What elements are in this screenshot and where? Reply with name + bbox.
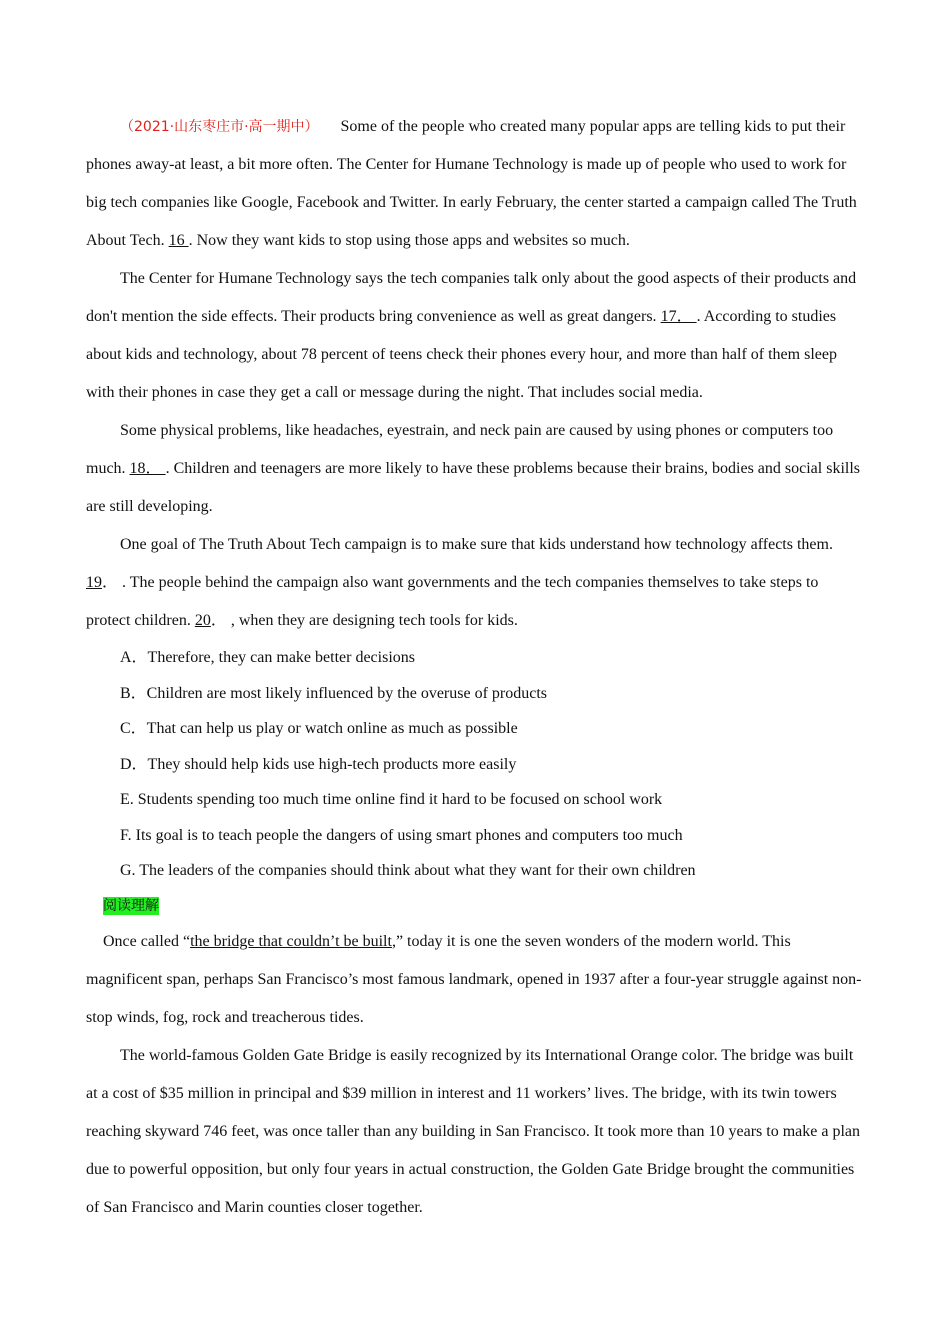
paragraph-text: ,” today it is one the seven wonders of the modern world. This magnificent span, perhaps San Francisco’s most famous landmark, opened in 1937 after a four-year struggle against non-stop winds, fog, rock and treacherous tides. (86, 932, 862, 1026)
passage1-paragraph-1 (86, 108, 866, 260)
underlined-phrase: the bridge that couldn’t be built (190, 932, 392, 950)
blank-20: 20 (194, 612, 211, 629)
option-f: F. Its goal is to teach people the dangers of using smart phones and computers too much (120, 826, 683, 844)
paragraph-text: The Center for Humane Technology says the tech companies talk only about the good aspects of their products and don't mention the side effects. Their products bring convenience as well as great dangers. (86, 270, 857, 325)
option-d: D．They should help kids use high-tech products more easily (120, 755, 517, 773)
paragraph-text: Some physical problems, like headaches, eyestrain, and neck pain are caused by using phones or computers too much. (86, 422, 834, 477)
passage1-paragraph-4 (86, 526, 866, 640)
passage1-paragraph-3 (86, 412, 866, 526)
paragraph-text: . Children and teenagers are more likely to have these problems because their brains, bodies and social skills are still developing. (86, 460, 861, 515)
blank-19: 19 (86, 574, 102, 591)
source-label: （2021·山东枣庄市·高一期中） (120, 119, 319, 135)
option-g: G. The leaders of the companies should think about what they want for their own children (120, 862, 696, 879)
paragraph-text: Once called “ (103, 932, 191, 950)
passage2-paragraph-1 (86, 923, 866, 1037)
blank-18: 18． (129, 460, 166, 477)
passage1-paragraph-2 (86, 260, 866, 412)
option-a: A．Therefore, they can make better decisions (120, 649, 415, 666)
paragraph-text: One goal of The Truth About Tech campaign is to make sure that kids understand how technology affects them. (120, 536, 833, 553)
option-c: C．That can help us play or watch online as much as possible (120, 720, 518, 737)
paragraph-text: . Now they want kids to stop using those apps and websites so much. (188, 232, 630, 249)
reading-comprehension-tag: 阅读理解 (103, 897, 159, 914)
blank-17: 17． (660, 308, 697, 325)
paragraph-text: Some of the people who created many popular apps are telling kids to put their phones away-at least, a bit more often. The Center for Humane Technology is made up of people who used to work for big tech companies like Google, Facebook and Twitter. In early February, the center started a campaign called The Truth About Tech. (86, 118, 857, 249)
options-list (86, 640, 866, 889)
blank-16: 16 (168, 232, 189, 249)
section-tag-line (103, 889, 866, 923)
passage2-paragraph-2: The world-famous Golden Gate Bridge is easily recognized by its International Orange color. The bridge was built at a cost of $35 million in principal and $39 million in interest and 11 workers’ lives. The bridge, with its twin towers reaching skyward 746 feet, was once taller than any building in San Francisco. It took more than 10 years to make a plan due to powerful opposition, but only four years in actual construction, the Golden Gate Bridge brought the communities of San Francisco and Marin counties closer together. (86, 1046, 860, 1216)
paragraph-text: . According to studies about kids and technology, about 78 percent of teens check their phones every hour, and more than half of them sleep with their phones in case they get a call or message during the night. That includes social media. (86, 308, 837, 401)
paragraph-text: ． , when they are designing tech tools for kids. (210, 612, 518, 629)
option-e: E. Students spending too much time online find it hard to be focused on school work (120, 791, 663, 808)
paragraph-text: ． . The people behind the campaign also want governments and the tech companies themselves to take steps to protect children. (86, 574, 819, 629)
option-b: B．Children are most likely influenced by the overuse of products (120, 684, 548, 702)
document-body (86, 107, 866, 1227)
